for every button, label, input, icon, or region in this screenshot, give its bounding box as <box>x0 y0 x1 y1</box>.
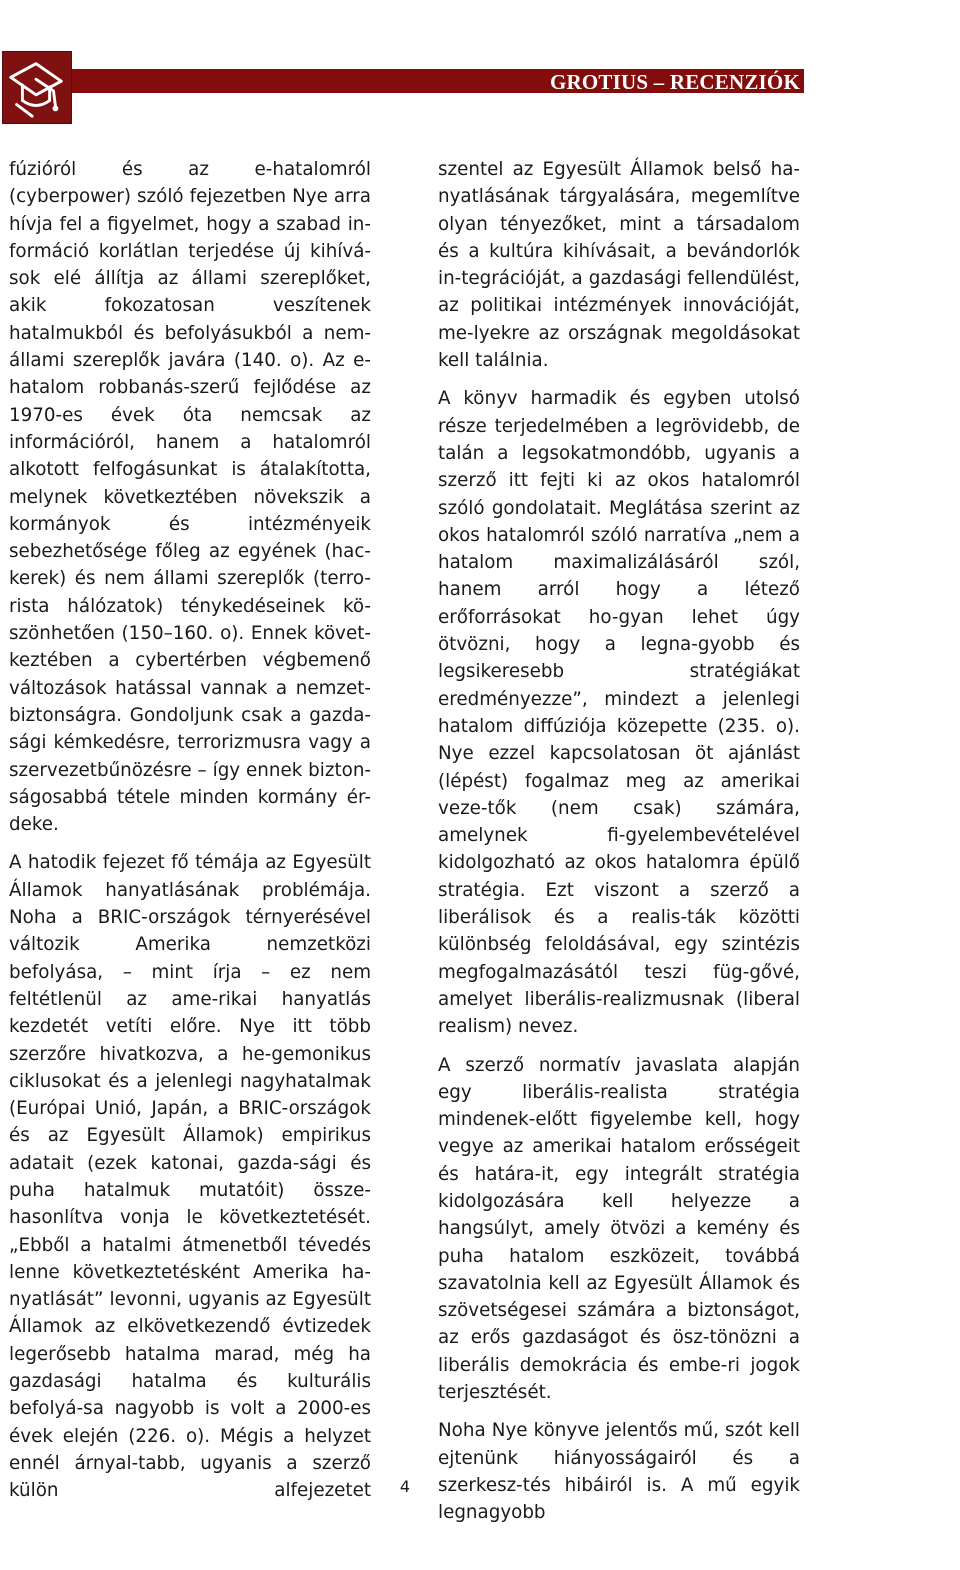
right-text-column <box>438 156 800 1538</box>
header-bar <box>72 69 804 93</box>
paragraph: fúzióról és az e-hatalomról (cyberpower) szóló fejezetben Nye arra hívja fel a figyelmet, hogy a szabad in-formáció korlátlan terjedése új kihívá-sok elé állítja az állami szereplőket, akik fokozatosan veszítenek hatalmukból és befolyásukból a nem-állami szereplők javára (140. o). Az e-hatalom robbanás-szerű fejlődése az 1970-es évek óta nemcsak az információról, hanem a hatalomról alkotott felfogásunkat is átalakította, melynek következtében növekszik a kormányok és intézményeik sebezhetősége főleg az egyének (hac-kerek) és nem állami szereplők (terro-rista hálózatok) ténykedéseinek kö-szönhetően (150–160. o). Ennek követ-keztében a cybertérben végbemenő változások hatással vannak a nemzet-biztonságra. Gondoljunk csak a gazda-sági kémkedésre, terrorizmusra vagy a szervezetbűnözésre – így ennek bizton-ságosabbá tétele minden kormány ér-deke. <box>9 159 371 836</box>
paragraph: A hatodik fejezet fő témája az Egyesült Államok hanyatlásának problémája. Noha a BRIC-országok térnyerésével változik Amerika nemzetközi befolyása, – mint írja – ez nem feltétlenül az ame-rikai hanyatlás kezdetét vetíti előre. Nye itt több szerzőre hivatkozva, a he-gemonikus ciklusokat és a jelenlegi nagyhatalmak (Európai Unió, Japán, a BRIC-országok és az Egyesült Államok) empirikus adatait (ezek katonai, gazda-sági és puha hatalmuk mutatóit) össze-hasonlítva vonja le következtetését. „Ebből a hatalmi átmenetből tévedés lenne következtetésként Amerika ha-nyatlását” levonni, ugyanis az Egyesült Államok az elkövetkezendő évtizedek legerősebb hatalma marad, még ha gazdasági hatalma és kulturális befolyá-sa nagyobb is volt a 2000-es évek elején (226. o). Mégis a helyzet ennél árnyal-tabb, ugyanis a szerző külön alfejezetet <box>9 852 371 1502</box>
paragraph: szentel az Egyesült Államok belső ha-nyatlásának tárgyalására, megemlítve olyan tényezőket, mint a társadalom és a kultúra kihívásait, a bevándorlók in-tegrációját, a gazdasági fellendülést, az politikai intézmények innovációját, me-lyekre az országnak megoldásokat kell találnia. <box>438 159 800 372</box>
journal-title: GROTIUS – RECENZIÓK <box>549 70 800 94</box>
left-text-column <box>9 156 371 1516</box>
graduation-cap-logo-icon <box>3 52 71 123</box>
paragraph: Noha Nye könyve jelentős mű, szót kell ejtenünk hiányosságairól és a szerkesz-tés hibáiról is. A mű egyik legnagyobb <box>438 1420 800 1524</box>
paragraph: A könyv harmadik és egyben utolsó része terjedelmében a legrövidebb, de talán a legsokatmondóbb, ugyanis a szerző itt fejti ki az okos hatalomról szóló gondolatait. Meglátása szerint az okos hatalomról szóló narratíva „nem a hatalom maximalizálásáról szól, hanem arról hogy a létező erőforrásokat ho-gyan lehet úgy ötvözni, hogy a legna-gyobb és legsikeresebb stratégiákat eredményezze”, mindezt a jelenlegi hatalom diffúziója közepette (235. o). Nye ezzel kapcsolatosan öt ajánlást (lépést) fogalmaz meg az amerikai veze-tők (nem csak) számára, amelynek fi-gyelembevételével kidolgozható az okos hatalomra épülő stratégia. Ezt viszont a szerző a liberálisok és a realis-ták közötti különbség feloldásával, egy szintézis megfogalmazásától teszi füg-gővé, amelyet liberális-realizmusnak (liberal realism) nevez. <box>438 388 800 1038</box>
journal-logo <box>2 51 72 124</box>
paragraph: A szerző normatív javaslata alapján egy liberális-realista stratégia mindenek-előtt figyelembe kell, hogy vegye az amerikai hatalom erősségeit és határa-it, egy integrált stratégia kidolgozására kell helyezze a hangsúlyt, amely ötvözi a kemény és puha hatalom eszközeit, továbbá szavatolnia kell az Egyesült Államok és szövetségesei számára a biztonságot, az erős gazdaságot és ösz-tönözni a liberális demokrácia és embe-ri jogok terjesztését. <box>438 1054 800 1404</box>
page-number: 4 <box>399 1477 411 1496</box>
